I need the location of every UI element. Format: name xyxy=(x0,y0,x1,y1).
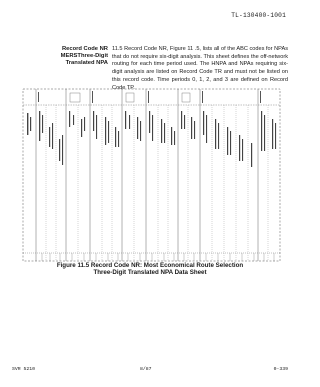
section-body-text: 11.5 Record Code NR, Figure 11 .5, lists all of the ABC codes for NPAs that do not require six-digit analysis. This sheet defines the off-network routing for each time period used. The HNPA and NPAs requiring six-digit analysis are listed on Record Code TR and must not be listed on this record code. Time periods 0, 1, 2, and 3 are defined on Record Code TP. xyxy=(112,46,288,91)
document-number: TL-130400-1001 xyxy=(231,12,286,19)
figure-caption-line-2: Three-Digit Translated NPA Data Sheet xyxy=(93,269,207,277)
data-sheet-drawing xyxy=(22,87,282,265)
footer-left: SVR 5210 xyxy=(12,367,36,372)
rotated-data-sheet-figure xyxy=(22,87,282,265)
sidebar-heading-line-1: Record Code NR xyxy=(61,46,108,52)
figure-caption xyxy=(20,262,280,277)
sidebar-heading-line-3: Translated NPA xyxy=(65,60,108,66)
footer-center: 8/87 xyxy=(140,367,152,372)
sidebar-heading-line-2: MERSThree-Digit xyxy=(60,53,108,59)
footer-page-number: 0-339 xyxy=(273,367,288,372)
section-sidebar-heading xyxy=(4,46,108,67)
figure-caption-line-1: Figure 11.5 Record Code NR: Most Economical Route Selection xyxy=(56,262,244,269)
